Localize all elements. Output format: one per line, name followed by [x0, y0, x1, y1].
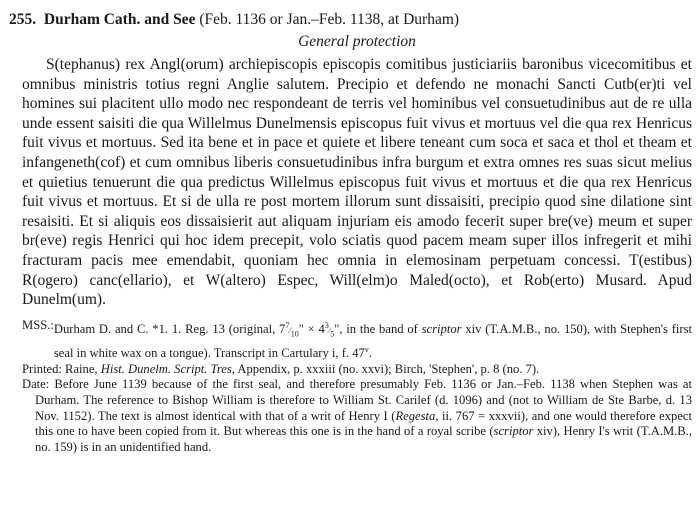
date-note [22, 377, 692, 455]
date-text-part: xiv), Henry I's writ (T.A.M.B., no. 159) is in an unidentified hand. [35, 424, 693, 454]
mss-text-part: " × 4 [298, 321, 325, 336]
document-page [9, 10, 693, 455]
fraction-numerator: 3 [324, 320, 329, 330]
fraction-denominator: 10 [290, 329, 299, 339]
printed-text-part: Raine, [61, 361, 101, 376]
mss-text-part: xiv (T.A.M.B., no. 150), with Stephen's first seal in white wax on a tongue). Transcript in Cartulary i, f. 47 [53, 321, 693, 361]
regesta-title: Regesta [395, 408, 436, 423]
entry-date-range: (Feb. 1136 or Jan.–Feb. 1138, at Durham) [199, 11, 460, 28]
entry-subtitle: General protection [298, 33, 416, 50]
entry-number: 255. [9, 11, 37, 28]
entry-header [9, 10, 692, 30]
fraction-numerator: 7 [285, 320, 290, 330]
fraction-denominator: 5 [330, 329, 335, 339]
date-label: Date: [22, 377, 50, 392]
mss-label: MSS.: [22, 317, 54, 332]
scriptor-term: scriptor [421, 321, 462, 336]
printed-note [22, 362, 692, 378]
printed-label: Printed: [22, 361, 62, 376]
printed-text-part: , Appendix, p. xxxiii (no. xxvi); Birch, 'Stephen', p. 8 (no. 7). [231, 361, 540, 376]
date-text-part: , ii. 767 = xxxvii), and one would therefore expect this one to have been copied from it. But whereas this one is in the hand of a royal scribe ( [35, 408, 693, 439]
mss-text-part: . [368, 346, 372, 361]
mss-text-part: Durham D. and C. *1. 1. Reg. 13 (original, 7 [53, 321, 286, 336]
printed-work-title: Hist. Dunelm. Script. Tres [100, 361, 232, 376]
mss-note [22, 318, 692, 362]
mss-text-part: ", in the band of [334, 321, 422, 336]
date-text-part: Before June 1139 because of the first seal, and therefore presumably Feb. 1136 or Jan.–Feb. 1138 when Stephen was at Durham. The reference to Bishop William is therefore to William St. Carilef (d. 1096) and (not to William de Ste Barbe, d. 13 Nov. 1152). The text is almost identical with that of a writ of Henry I ( [35, 377, 692, 423]
scriptor-term: scriptor [493, 424, 534, 439]
entry-title: Durham Cath. and See [43, 11, 196, 28]
charter-text: S(tephanus) rex Angl(orum) archiepiscopis episcopis comitibus justiciariis baronibus vicecomitibus et omnibus ministris totius regni Anglie salutem. Precipio et defendo ne monachi Sancti Cutb(er)ti vel homines sui placitent ullo modo nec respondeant de terris vel hominibus vel consuetudinibus aut de re ulla unde essent saisiti die qua Willelmus Dunelmensis episcopus fuit vivus et mortuus vel die qua rex Henricus fuit vivus et mortuus. Sed ita bene et in pace et quiete et libere teneant cum soca et saca et thol et theam et infangeneth(cof) et cum omnibus liberis consuetudinibus infra burgum et extra omnes res suas sicut melius et quietius tenuerunt die qua predictus Willelmus episcopus fuit vivus et mortuus et die qua rex Henricus fuit vivus et mortuus. Et si de ulla re post mortem illorum sunt dissaisiti, precipio quod sine dilatione sint resaisiti. Et si aliquis eos dissaisierit aut aliquam injuriam eis amodo fecerit super bre(ve) meum et super br(eve) regis Henrici qui hoc idem precepit, volo sciatis quod pacem meam super illos infregerit et mihi fracturam pacis mee emendabit, quoniam hec omnia in elemosinam perpetuam concessi. T(estibus) R(ogero) canc(ellario), et W(altero) Espec, Will(elm)o Maled(octo), et Rob(erto) Musard. Apud Dunelm(um). [22, 56, 692, 309]
verso-mark: v [364, 345, 369, 355]
apparatus-notes [22, 318, 692, 456]
mss-text: Durham D. and C. *1. 1. Reg. 13 (original, $7^7⁄_{10}$" × $4^3⁄_5$", in the band of scriptor xiv (T.A.M.B., no. 150), with Stephen's first seal in white wax on a tongue). Transcript in Cartulary i, f. 47$^v$. [53, 320, 693, 361]
